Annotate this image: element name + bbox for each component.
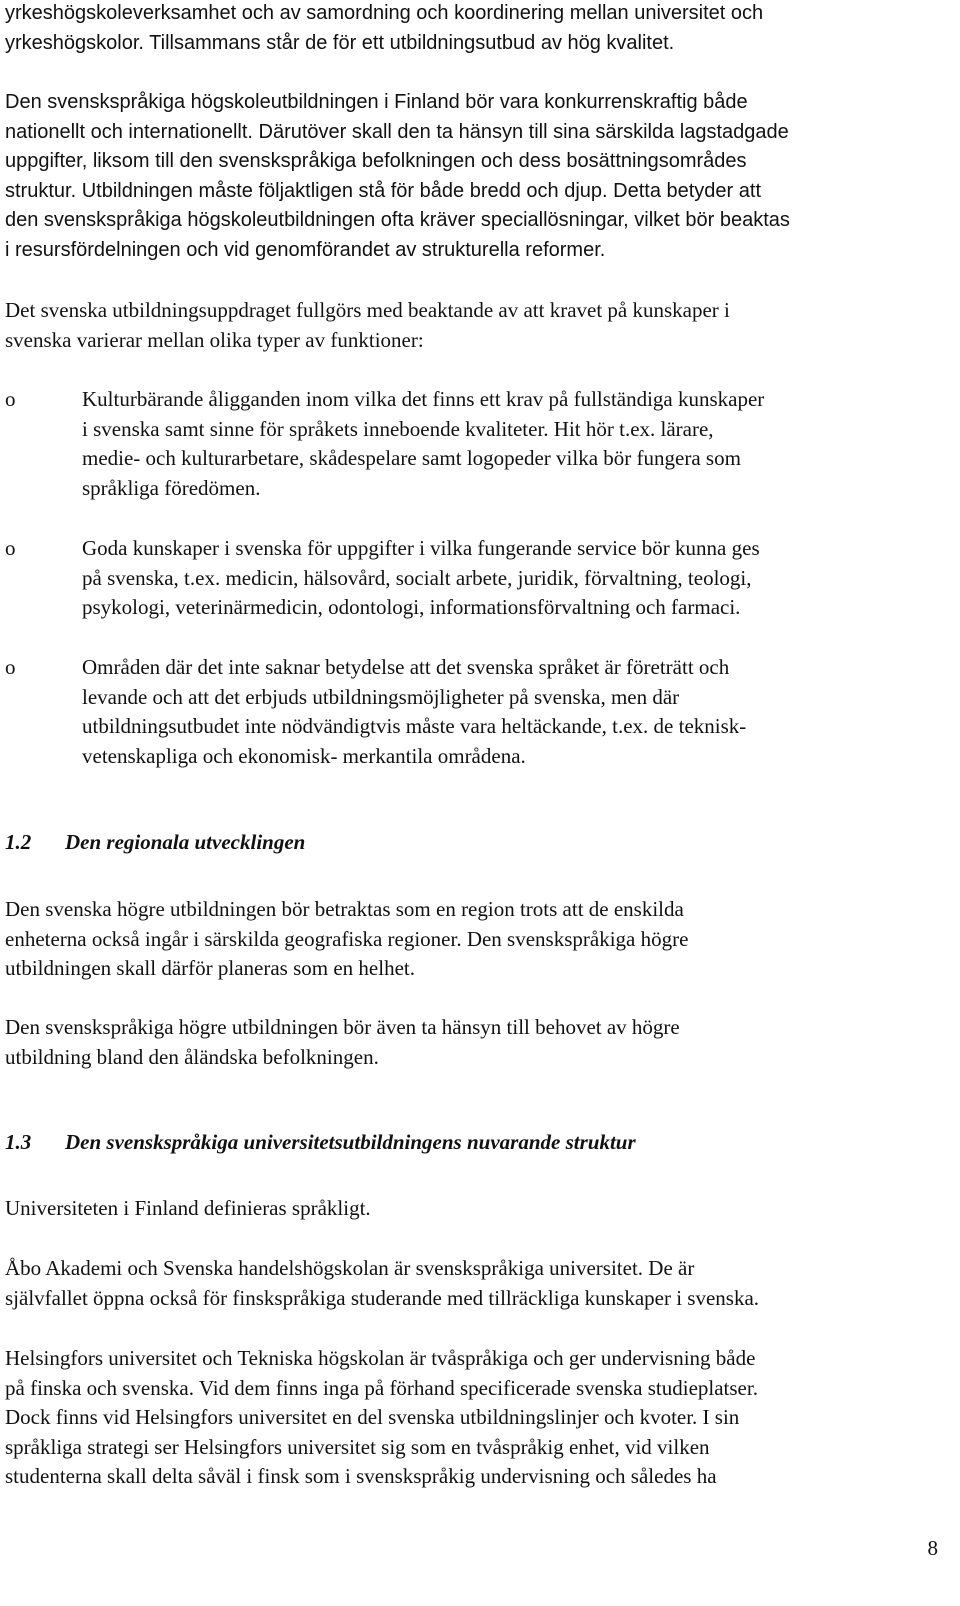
text-line: på svenska, t.ex. medicin, hälsovård, socialt arbete, juridik, förvaltning, teologi, (82, 565, 752, 590)
text-line: i resursfördelningen och vid genomförandet av strukturella reformer. (5, 238, 606, 261)
page-number: 8 (927, 1536, 938, 1560)
paragraph-intro-continuation (5, 0, 950, 58)
bullet-marker: o (5, 387, 16, 411)
text-line: språkliga föredömen. (82, 475, 261, 500)
bullet-item-cultural (82, 385, 942, 503)
paragraph-aland (5, 1013, 950, 1072)
bullet-item-areas (82, 653, 942, 771)
text-line: uppgifter, liksom till den svenskspråkiga befolkningen och dess bosättningsområdes (5, 150, 747, 173)
section-number: 1.2 (5, 830, 32, 854)
text-line: den svenskspråkiga högskoleutbildningen ofta kräver speciallösningar, vilket bör beaktas (5, 209, 790, 232)
text-line: Den svenska högre utbildningen bör betraktas som en region trots att de enskilda (5, 897, 684, 921)
text-line: i svenska samt sinne för språkets inneboende kvaliteter. Hit hör t.ex. lärare, (82, 416, 714, 441)
text-line: Den svenskspråkiga högre utbildningen bör även ta hänsyn till behovet av högre (5, 1015, 680, 1039)
bullet-item-service (82, 534, 942, 623)
text-line: levande och att det erbjuds utbildningsmöjligheter på svenska, men där (82, 684, 680, 709)
section-number: 1.3 (5, 1130, 32, 1154)
text-line: nationellt och internationellt. Därutöver skall den ta hänsyn till sina särskilda lagstadgade (5, 120, 789, 143)
text-line: Goda kunskaper i svenska för uppgifter i vilka fungerande service bör kunna ges (82, 536, 760, 560)
section-heading-1-3 (5, 1128, 636, 1158)
text-line: yrkeshögskoleverksamhet och av samordning och koordinering mellan universitet och (5, 2, 764, 24)
text-line: utbildningen skall därför planeras som en helhet. (5, 956, 415, 981)
text-line: Områden där det inte saknar betydelse att det svenska språket är företrätt och (82, 655, 730, 679)
text-line: vetenskapliga och ekonomisk- merkantila områdena. (82, 743, 526, 768)
paragraph-competitiveness (5, 88, 950, 266)
text-line: psykologi, veterinärmedicin, odontologi, informationsförvaltning och farmaci. (82, 595, 741, 620)
paragraph-helsinki (5, 1344, 950, 1492)
section-title: Den svenskspråkiga universitetsutbildningens nuvarande struktur (65, 1130, 636, 1154)
text-line: yrkeshögskolor. Tillsammans står de för ett utbildningsutbud av hög kvalitet. (5, 31, 675, 54)
paragraph-region (5, 895, 950, 984)
text-line: svenska varierar mellan olika typer av funktioner: (5, 327, 424, 352)
text-line: Åbo Akademi och Svenska handelshögskolan är svenskspråkiga universitet. De är (5, 1256, 695, 1280)
text-line: utbildning bland den åländska befolkningen. (5, 1044, 379, 1069)
text-line: självfallet öppna också för finskspråkiga studerande med tillräckliga kunskaper i svenska. (5, 1285, 760, 1310)
text-line: Helsingfors universitet och Tekniska högskolan är tvåspråkiga och ger undervisning både (5, 1346, 756, 1370)
text-line: struktur. Utbildningen måste följaktligen stå för både bredd och djup. Detta betyder att (5, 179, 761, 202)
text-line: språkliga strategi ser Helsingfors universitet sig som en tvåspråkig enhet, vid vilken (5, 1434, 710, 1459)
paragraph-universities-defined (5, 1194, 950, 1224)
text-line: på finska och svenska. Vid dem finns inga på förhand specificerade svenska studieplatser. (5, 1375, 758, 1400)
text-line: medie- och kulturarbetare, skådespelare samt logopeder vilka bör fungera som (82, 446, 741, 471)
text-line: studenterna skall delta såväl i finsk som i svenskspråkig undervisning och således ha (5, 1464, 717, 1489)
text-line: Den svenskspråkiga högskoleutbildningen i Finland bör vara konkurrenskraftig både (5, 91, 748, 113)
text-line: enheterna också ingår i särskilda geografiska regioner. Den svenskspråkiga högre (5, 926, 689, 951)
bullet-marker: o (5, 536, 16, 560)
text-line: utbildningsutbudet inte nödvändigtvis måste vara heltäckande, t.ex. de teknisk- (82, 714, 747, 739)
text-line: Universiteten i Finland definieras språkligt. (5, 1196, 371, 1220)
text-line: Det svenska utbildningsuppdraget fullgörs med beaktande av att kravet på kunskaper i (5, 298, 730, 322)
bullet-marker: o (5, 655, 16, 679)
section-heading-1-2 (5, 828, 305, 858)
paragraph-abo-akademi (5, 1254, 950, 1313)
text-line: Kulturbärande åligganden inom vilka det finns ett krav på fullständiga kunskaper (82, 387, 765, 411)
text-line: Dock finns vid Helsingfors universitet en del svenska utbildningslinjer och kvoter. I sin (5, 1405, 740, 1430)
section-title: Den regionala utvecklingen (65, 830, 306, 854)
paragraph-education-mission (5, 296, 950, 355)
